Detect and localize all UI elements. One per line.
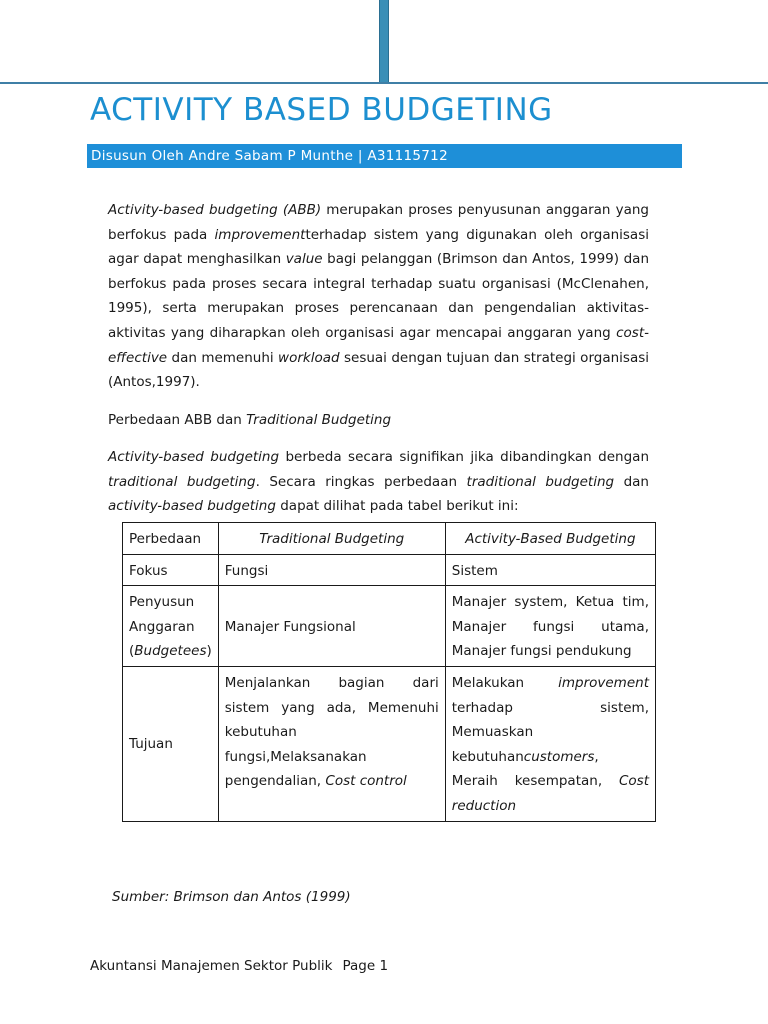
cell-abb-fokus: Sistem xyxy=(445,554,655,586)
para1-span: value xyxy=(285,251,323,268)
para1-span: Activity-based budgeting (ABB) xyxy=(108,202,322,218)
para2-span: . Secara ringkas perbedaan xyxy=(255,473,467,490)
para1-span: merupakan proses penyusunan anggaran yang berfokus pada xyxy=(108,202,650,243)
cell-text: Menjalankan bagian dari sistem yang ada, Memenuhi kebutuhan fungsi,Melaksanakan pengendalian, xyxy=(224,674,439,790)
cell-traditional-fokus: Fungsi xyxy=(218,554,445,586)
para2-span: activity-based budgeting xyxy=(108,498,276,515)
para1-span: workload xyxy=(278,349,340,366)
page-footer xyxy=(90,958,388,974)
header-tab-decoration xyxy=(379,0,389,82)
header-perbedaan: Perbedaan xyxy=(123,523,219,555)
section-heading xyxy=(108,412,391,428)
subtitle-bar: Disusun Oleh Andre Sabam P Munthe | A31115712 xyxy=(87,144,682,168)
row-label-fokus: Fokus xyxy=(123,554,219,586)
para1-span: terhadap sistem yang digunakan oleh organisasi agar dapat menghasilkan xyxy=(108,226,649,268)
table-row xyxy=(123,666,656,821)
table-row xyxy=(123,586,656,667)
header-abb xyxy=(445,523,655,555)
para2-span: berbeda secara signifikan jika dibandingkan dengan xyxy=(279,449,649,465)
page-number: Page 1 xyxy=(342,958,389,974)
heading-italic: Traditional Budgeting xyxy=(246,412,392,428)
para2-span: traditional budgeting xyxy=(466,473,615,490)
para1-span: improvement xyxy=(214,226,306,243)
cell-traditional-tujuan xyxy=(218,666,445,821)
para1-span: sesuai dengan tujuan dan strategi organisasi (Antos,1997). xyxy=(108,349,649,391)
cell-text: terhadap sistem, Memuaskan kebutuhan xyxy=(451,699,649,765)
header-rule xyxy=(0,82,768,84)
heading-plain: Perbedaan ABB dan xyxy=(108,412,247,428)
row-label-line: Penyusun Anggaran xyxy=(129,594,195,635)
para2-span: dapat dilihat pada tabel berikut ini: xyxy=(275,498,519,515)
cell-text-italic: improvement xyxy=(558,674,649,691)
row-label-penyusun xyxy=(123,586,219,667)
comparison-paragraph xyxy=(108,445,649,519)
cell-abb-penyusun: Manajer system, Ketua tim, Manajer fungsi utama, Manajer fungsi pendukung xyxy=(445,586,655,667)
cell-text: Melakukan xyxy=(451,674,559,691)
para1-span: dan memenuhi xyxy=(167,349,279,366)
para1-span: cost-effective xyxy=(108,324,649,366)
cell-text-italic: Cost reduction xyxy=(451,773,649,814)
header-abb-label: Activity-Based Budgeting xyxy=(465,531,636,547)
row-label-paren: ( xyxy=(129,643,135,660)
header-traditional xyxy=(218,523,445,555)
row-label-tujuan: Tujuan xyxy=(123,666,219,821)
para2-span: Activity-based budgeting xyxy=(108,449,280,465)
table-header-row xyxy=(123,523,656,555)
cell-abb-tujuan xyxy=(445,666,655,821)
comparison-table xyxy=(122,522,656,822)
document-title: ACTIVITY BASED BUDGETING xyxy=(90,92,553,128)
cell-text: , Meraih kesempatan, xyxy=(451,748,619,790)
para1-span: bagi pelanggan (Brimson dan Antos, 1999) dan berfokus pada proses secara integral terhadap suatu organisasi (McClenahen, 1995), serta merupakan proses perencanaan dan pengendalian aktivitas-aktivitas yang diharapkan oleh organisasi agar mencapai anggaran yang xyxy=(108,251,649,341)
cell-text-italic: customers xyxy=(523,748,595,765)
cell-text-italic: Cost control xyxy=(325,773,407,790)
para2-span: traditional budgeting xyxy=(108,473,256,490)
cell-traditional-penyusun: Manajer Fungsional xyxy=(218,586,445,667)
row-label-paren: ) xyxy=(206,643,212,660)
table-row xyxy=(123,554,656,586)
intro-paragraph xyxy=(108,198,649,395)
table-source: Sumber: Brimson dan Antos (1999) xyxy=(112,889,351,905)
para2-span: dan xyxy=(614,473,649,490)
header-traditional-label: Traditional Budgeting xyxy=(259,531,405,547)
row-label-budgetees: Budgetees xyxy=(134,643,207,660)
footer-course: Akuntansi Manajemen Sektor Publik xyxy=(90,958,333,974)
